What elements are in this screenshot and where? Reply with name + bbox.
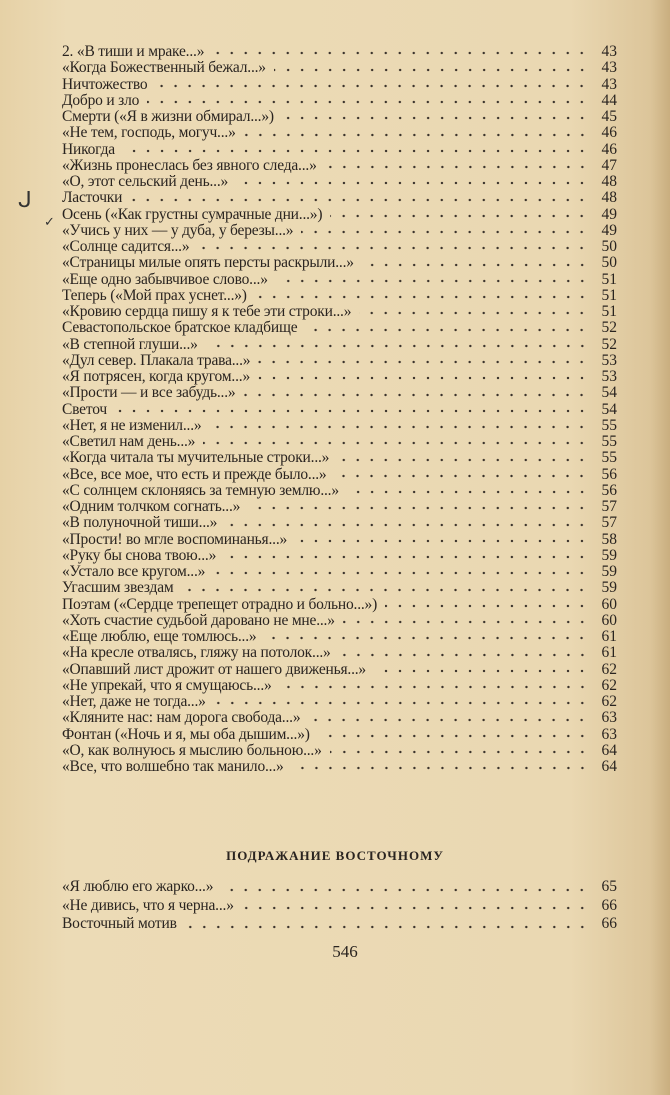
entry-title: «На кресле отвалясь, гляжу на потолок...»	[62, 645, 331, 662]
toc-entry	[62, 402, 617, 418]
check-mark-icon: ✓	[44, 215, 55, 230]
entry-title: Ничтожество	[62, 76, 148, 93]
leader-dots	[243, 391, 589, 399]
entry-title: «Еще одно забывчивое слово...»	[62, 271, 268, 288]
toc-entry	[62, 897, 617, 916]
entry-page: 52	[601, 336, 617, 353]
entry-title: «Прости — и все забудь...»	[62, 385, 236, 402]
entry-page: 46	[601, 125, 617, 142]
entry-page: 50	[601, 239, 617, 255]
entry-title: Добро и зло	[62, 92, 140, 109]
leader-dots	[203, 439, 589, 447]
toc-entry	[62, 77, 617, 93]
toc-entry	[62, 580, 617, 596]
entry-title: «Нет, даже не тогда...»	[62, 694, 206, 710]
entry-page: 55	[601, 417, 617, 434]
entry-page: 44	[601, 92, 617, 109]
toc-entry	[62, 694, 617, 710]
leader-dots	[334, 472, 589, 480]
entry-title: «Дул север. Плакала трава...»	[62, 352, 251, 369]
leader-dots	[185, 923, 589, 931]
entry-title: «В полуночной тиши...»	[62, 515, 218, 532]
pencil-mark-icon: ᒍ	[18, 188, 32, 213]
leader-dots	[244, 131, 589, 139]
entry-page: 64	[601, 759, 617, 775]
toc-entry	[62, 93, 617, 109]
toc-entry	[62, 353, 617, 369]
toc-entry	[62, 158, 617, 174]
entry-page: 56	[601, 466, 617, 483]
toc-entry	[62, 629, 617, 645]
entry-page: 66	[601, 915, 617, 932]
toc-entry	[62, 710, 617, 726]
page-number: 546	[332, 942, 358, 961]
entry-page: 64	[601, 742, 617, 759]
leader-dots	[214, 699, 589, 707]
entry-title: «Солнце садится...»	[62, 239, 190, 255]
toc-entry	[62, 483, 617, 499]
entry-title: Смерти («Я в жизни обмирал...»)	[62, 109, 274, 125]
toc-entry	[62, 239, 617, 255]
leader-dots	[115, 407, 589, 415]
entry-page: 65	[601, 878, 617, 895]
entry-title: «Все, все мое, что есть и прежде было...»	[62, 466, 327, 483]
entry-page: 43	[601, 44, 617, 60]
leader-dots	[224, 553, 589, 561]
entry-title: «Нет, я не изменил...»	[62, 417, 202, 434]
toc-entry	[62, 515, 617, 531]
entry-page: 43	[601, 60, 617, 77]
entry-title: «Когда Божественный бежал...»	[62, 60, 266, 77]
leader-dots	[155, 82, 589, 90]
leader-dots	[385, 602, 589, 610]
toc-entry	[62, 272, 617, 288]
toc-entry	[62, 320, 617, 336]
entry-title: «О, этот сельский день...»	[62, 174, 229, 190]
entry-title: Ласточки	[62, 190, 123, 207]
leader-dots	[225, 521, 589, 529]
entry-page: 51	[601, 287, 617, 304]
toc-entry	[62, 597, 617, 613]
toc-entry	[62, 174, 617, 190]
entry-title: «О, как волнуюсь я мыслию больною...»	[62, 742, 322, 759]
entry-title: «Я люблю его жарко...»	[62, 878, 214, 895]
entry-title: Осень («Как грустны сумрачные дни...»)	[62, 206, 323, 223]
entry-page: 49	[601, 222, 617, 239]
entry-page: 63	[601, 710, 617, 727]
entry-page: 54	[601, 401, 617, 418]
entry-title: «Не тем, господь, могуч...»	[62, 125, 236, 142]
leader-dots	[212, 49, 589, 57]
leader-dots	[343, 618, 589, 626]
leader-dots	[295, 537, 589, 545]
leader-dots	[359, 309, 589, 317]
toc-entry	[62, 548, 617, 564]
toc-entry	[62, 125, 617, 141]
leader-dots	[221, 886, 589, 894]
leader-dots	[123, 147, 589, 155]
toc-entry	[62, 645, 617, 661]
leader-dots	[282, 114, 589, 122]
toc-entry	[62, 743, 617, 759]
leader-dots	[274, 66, 589, 74]
toc-entry	[62, 662, 617, 678]
leader-dots	[330, 748, 589, 756]
section-contents	[62, 878, 617, 934]
entry-page: 62	[601, 694, 617, 710]
leader-dots	[280, 683, 589, 691]
toc-entry	[62, 190, 617, 206]
entry-page: 57	[601, 515, 617, 532]
entry-title: 2. «В тиши и мраке...»	[62, 44, 205, 60]
leader-dots	[197, 244, 589, 252]
entry-page: 51	[601, 304, 617, 320]
entry-title: Фонтан («Ночь и я, мы оба дышим...»)	[62, 726, 310, 743]
leader-dots	[305, 326, 589, 334]
entry-title: «Светил нам день...»	[62, 434, 196, 450]
entry-title: «Я потрясен, когда кругом...»	[62, 369, 250, 385]
toc-entry	[62, 499, 617, 515]
leader-dots	[130, 196, 589, 204]
entry-page: 43	[601, 76, 617, 93]
entry-title: «Жизнь пронеслась без явного следа...»	[62, 157, 317, 174]
toc-entry	[62, 434, 617, 450]
toc-entry	[62, 564, 617, 580]
entry-title: «Хоть счастие судьбой даровано не мне...»	[62, 612, 335, 629]
entry-page: 47	[601, 157, 617, 174]
leader-dots	[255, 293, 589, 301]
entry-page: 52	[601, 320, 617, 337]
leader-dots	[292, 764, 589, 772]
entry-page: 53	[601, 369, 617, 385]
entry-title: Поэтам («Сердце трепещет отрадно и больно...»)	[62, 596, 378, 613]
entry-title: Теперь («Мой прах уснет...»)	[62, 287, 247, 304]
toc-entry	[62, 142, 617, 158]
leader-dots	[242, 904, 589, 912]
entry-page: 58	[601, 531, 617, 548]
entry-page: 57	[601, 499, 617, 515]
entry-page: 61	[601, 645, 617, 662]
leader-dots	[213, 569, 589, 577]
leader-dots	[374, 667, 589, 675]
entry-page: 66	[601, 896, 617, 914]
entry-title: «Учись у них — у дуба, у березы...»	[62, 222, 294, 239]
leader-dots	[264, 634, 589, 642]
toc-entry	[62, 727, 617, 743]
toc-entry	[62, 915, 617, 934]
entry-title: Севастопольское братское кладбище	[62, 320, 298, 337]
entry-title: «Все, что волшебно так манило...»	[62, 759, 284, 775]
toc-entry	[62, 44, 617, 60]
toc-entry	[62, 223, 617, 239]
toc-entry	[62, 467, 617, 483]
toc-entry	[62, 255, 617, 271]
entry-page: 48	[601, 174, 617, 190]
entry-title: «В степной глуши...»	[62, 336, 198, 353]
entry-page: 51	[601, 271, 617, 288]
toc-entry	[62, 288, 617, 304]
section-heading: ПОДРАЖАНИЕ ВОСТОЧНОМУ	[226, 848, 444, 863]
entry-title: «Устало все кругом...»	[62, 564, 206, 580]
entry-page: 55	[601, 434, 617, 450]
entry-title: «Кровию сердца пишу я к тебе эти строки...»	[62, 304, 352, 320]
entry-page: 53	[601, 352, 617, 369]
leader-dots	[258, 374, 589, 382]
entry-page: 59	[601, 547, 617, 564]
entry-page: 59	[601, 580, 617, 597]
entry-title: «Опавший лист дрожит от нашего движенья...»	[62, 661, 366, 678]
leader-dots	[236, 179, 589, 187]
entry-title: «Не дивись, что я черна...»	[62, 896, 234, 914]
leader-dots	[308, 716, 589, 724]
leader-dots	[325, 163, 589, 171]
entry-page: 59	[601, 564, 617, 580]
toc-entry	[62, 418, 617, 434]
toc-entry	[62, 109, 617, 125]
leader-dots	[206, 342, 589, 350]
entry-page: 60	[601, 596, 617, 613]
entry-title: «Кляните нас: нам дорога свобода...»	[62, 710, 301, 727]
entry-page: 56	[601, 482, 617, 499]
toc-entry	[62, 337, 617, 353]
entry-title: «Страницы милые опять персты раскрыли...»	[62, 255, 354, 272]
entry-page: 62	[601, 661, 617, 678]
leader-dots	[301, 228, 589, 236]
table-of-contents	[62, 44, 617, 775]
entry-title: «Еще люблю, еще томлюсь...»	[62, 629, 257, 645]
entry-page: 54	[601, 385, 617, 402]
leader-dots	[330, 212, 589, 220]
entry-title: Угасшим звездам	[62, 580, 174, 597]
toc-entry	[62, 878, 617, 897]
leader-dots	[181, 586, 589, 594]
entry-page: 63	[601, 726, 617, 743]
entry-page: 60	[601, 612, 617, 629]
leader-dots	[258, 358, 589, 366]
leader-dots	[276, 277, 589, 285]
entry-title: «Не упрекай, что я смущаюсь...»	[62, 677, 272, 694]
entry-page: 50	[601, 255, 617, 272]
toc-entry	[62, 304, 617, 320]
entry-title: «Одним толчком согнать...»	[62, 499, 241, 515]
leader-dots	[347, 488, 589, 496]
entry-page: 62	[601, 677, 617, 694]
entry-title: «Когда читала ты мучительные строки...»	[62, 450, 330, 467]
entry-title: Никогда	[62, 141, 115, 158]
entry-title: «Прости! во мгле воспоминанья...»	[62, 531, 288, 548]
toc-entry	[62, 678, 617, 694]
toc-entry	[62, 532, 617, 548]
toc-entry	[62, 207, 617, 223]
leader-dots	[337, 456, 589, 464]
entry-page: 55	[601, 450, 617, 467]
leader-dots	[248, 504, 589, 512]
entry-page: 61	[601, 629, 617, 645]
toc-entry	[62, 450, 617, 466]
entry-page: 46	[601, 141, 617, 158]
leader-dots	[318, 732, 589, 740]
leader-dots	[339, 651, 589, 659]
entry-title: «Руку бы снова твою...»	[62, 547, 217, 564]
entry-page: 49	[601, 206, 617, 223]
leader-dots	[362, 261, 589, 269]
entry-title: Светоч	[62, 401, 107, 418]
entry-title: «С солнцем склоняясь за темную землю...»	[62, 482, 339, 499]
entry-page: 48	[601, 190, 617, 207]
toc-entry	[62, 60, 617, 76]
toc-entry	[62, 613, 617, 629]
toc-entry	[62, 369, 617, 385]
toc-entry	[62, 759, 617, 775]
entry-title: Восточный мотив	[62, 915, 177, 932]
leader-dots	[147, 98, 589, 106]
leader-dots	[209, 423, 589, 431]
entry-page: 45	[601, 109, 617, 125]
toc-entry	[62, 385, 617, 401]
